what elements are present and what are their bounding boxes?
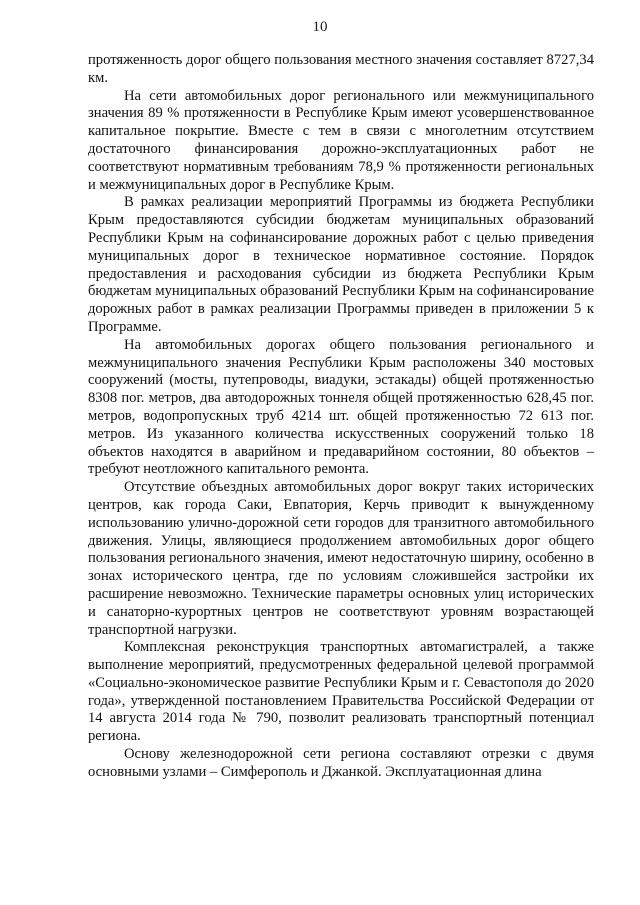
paragraph-program-subsidies: В рамках реализации мероприятий Программы из бюджета Республики Крым предоставляются субсидии бюджетам муниципальных образований Республики Крым на софинансирование дорожных работ с целью приведения муниципальных дорог в техническое нормативное состояние. Порядок предоставления и расходования субсидии из бюджета Республики Крым бюджетам муниципальных образований Республики Крым на софинансирование дорожных работ в рамках реализации Программы приведен в приложении 5 к Программе. xyxy=(88,194,594,335)
body-text xyxy=(88,52,594,782)
paragraph-bridge-structures: На автомобильных дорогах общего пользования регионального и межмуниципального значения Республики Крым расположены 340 мостовых сооружений (мосты, путепроводы, виадуки, эстакады) общей протяженностью 8308 пог. метров, два автодорожных тоннеля общей протяженностью 628,45 пог. метров, водопропускных труб 4214 шт. общей протяженностью 72 613 пог. метров. Из указанного количества искусственных сооружений только 18 объектов находятся в аварийном и предаварийном состоянии, 80 объектов – требуют неотложного капитального ремонта. xyxy=(88,336,594,478)
paragraph-road-surface-condition: На сети автомобильных дорог регионального или межмуниципального значения 89 % протяженности в Республике Крым имеют усовершенствованное капитальное покрытие. Вместе с тем в связи с многолетним отсутствием достаточного финансирования дорожно-эксплуатационных работ не соответствуют нормативным требованиям 78,9 % протяженности региональных и межмуниципальных дорог в Республике Крым. xyxy=(88,87,594,193)
paragraph-highway-reconstruction: Комплексная реконструкция транспортных автомагистралей, а также выполнение мероприятий, предусмотренных федеральной целевой программой «Социально-экономическое развитие Республики Крым и г. Севастополя до 2020 года», утвержденной постановлением Правительства Российской Федерации от 14 августа 2014 года № 790, позволит реализовать транспортный потенциал региона. xyxy=(88,639,594,745)
page-number: 10 xyxy=(312,19,328,35)
paragraph-road-length-continuation: протяженность дорог общего пользования местного значения составляет 8727,34 км. xyxy=(88,52,594,86)
paragraph-railway-network: Основу железнодорожной сети региона составляют отрезки с двумя основными узлами – Симферополь и Джанкой. Эксплуатационная длина xyxy=(88,746,594,780)
paragraph-bypass-roads: Отсутствие объездных автомобильных дорог вокруг таких исторических центров, как города Саки, Евпатория, Керчь приводит к вынужденному использованию улично-дорожной сети городов для транзитного автомобильного движения. Улицы, являющиеся продолжением автомобильных дорог общего пользования регионального значения, имеют недостаточную ширину, особенно в зонах исторического центра, где по условиям сложившейся застройки их расширение невозможно. Технические параметры основных улиц исторических и санаторно-курортных центров не соответствуют уровням возрастающей транспортной нагрузки. xyxy=(88,479,594,638)
